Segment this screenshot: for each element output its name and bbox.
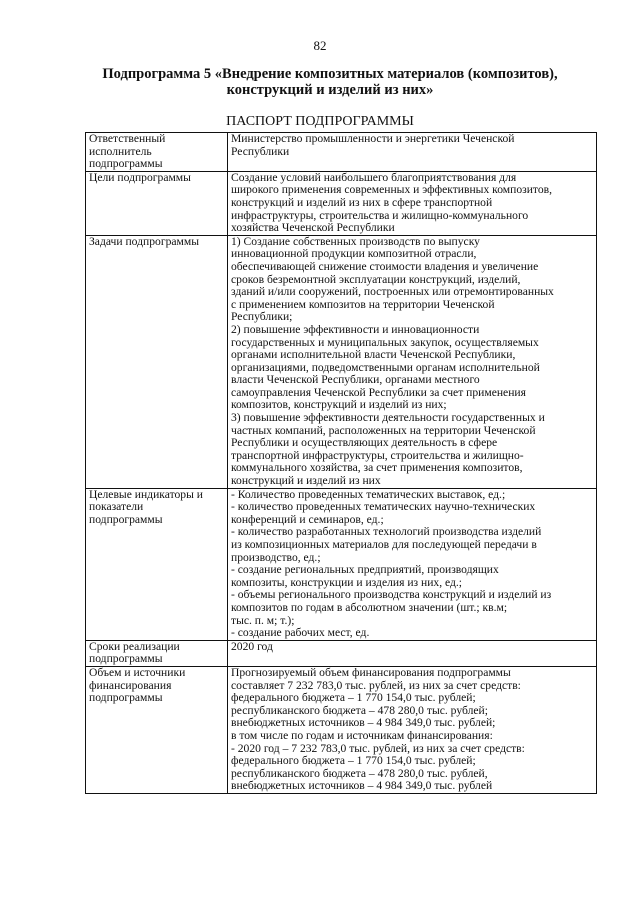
passport-table: [85, 132, 597, 794]
row-value-line: композитов по годам в абсолютном значении (шт.; кв.м;: [231, 600, 508, 614]
row-value-line: конференций и семинаров, ед.;: [231, 512, 384, 526]
row-value-cell: [228, 666, 597, 793]
row-value-line: производство, ед.;: [231, 550, 321, 564]
row-value-line: республиканского бюджета – 478 280,0 тыс. рублей;: [231, 703, 488, 717]
row-value-line: инновационной продукции композитной отрасли,: [231, 247, 477, 261]
row-label-line: исполнитель: [89, 144, 152, 158]
row-label-line: Целевые индикаторы и: [89, 487, 203, 501]
row-value-line: 2020 год: [231, 639, 273, 653]
passport-row-goals: [86, 171, 597, 235]
row-label-cell: [86, 640, 228, 666]
row-value-cell: [228, 235, 597, 488]
row-value-line: 2) повышение эффективности и инновационности: [231, 322, 480, 336]
row-value-line: - количество разработанных технологий производства изделий: [231, 525, 542, 539]
row-value-line: - объемы регионального производства конструкций и изделий из: [231, 588, 552, 602]
row-label-cell: [86, 488, 228, 640]
passport-row-target-indicators: [86, 488, 597, 640]
row-value-line: внебюджетных источников – 4 984 349,0 тыс. рублей: [231, 779, 493, 793]
row-value-line: конструкций и изделий из них: [231, 474, 381, 488]
row-value-line: самоуправления Чеченской Республики за счет применения: [231, 385, 526, 399]
row-value-line: Создание условий наибольшего благоприятствования для: [231, 170, 517, 184]
row-label-cell: [86, 133, 228, 172]
row-value-cell: [228, 171, 597, 235]
row-value-line: хозяйства Чеченской Республики: [231, 221, 395, 235]
row-value-line: конструкций и изделий из них в сфере транспортной: [231, 195, 493, 209]
row-value-line: в том числе по годам и источникам финансирования:: [231, 728, 493, 742]
row-label-cell: [86, 666, 228, 793]
row-value-line: композиты, конструкции и изделия из них, ед.;: [231, 575, 463, 589]
row-value-line: - количество проведенных тематических научно-технических: [231, 500, 536, 514]
row-label-line: Сроки реализации: [89, 639, 180, 653]
row-value-line: Республики: [231, 144, 290, 158]
row-value-line: с применением композитов на территории Чеченской: [231, 297, 495, 311]
subprogram-title-line: конструкций и изделий из них»: [226, 82, 434, 98]
row-value-cell: [228, 133, 597, 172]
row-value-line: тыс. п. м; т.);: [231, 613, 295, 627]
passport-table-body: [86, 133, 597, 794]
row-label-line: подпрограммы: [89, 157, 163, 171]
row-value-line: власти Чеченской Республики, органами местного: [231, 373, 480, 387]
passport-heading: ПАСПОРТ ПОДПРОГРАММЫ: [226, 114, 414, 129]
row-value-line: Министерство промышленности и энергетики Чеченской: [231, 132, 515, 145]
row-value-line: 3) повышение эффективности деятельности государственных и: [231, 411, 545, 425]
row-label-line: финансирования: [89, 678, 172, 692]
row-value-line: зданий и/или сооружений, построенных или отремонтированных: [231, 285, 554, 299]
page-number: 82: [313, 38, 327, 53]
row-label-line: подпрограммы: [89, 512, 163, 526]
row-label-line: Ответственный: [89, 132, 166, 145]
subprogram-title-line: Подпрограмма 5 «Внедрение композитных материалов (композитов),: [102, 66, 558, 82]
passport-row-financing: [86, 666, 597, 793]
passport-row-responsible-executor: [86, 133, 597, 172]
row-value-line: республиканского бюджета – 478 280,0 тыс. рублей,: [231, 766, 488, 780]
row-value-line: федерального бюджета – 1 770 154,0 тыс. рублей;: [231, 691, 476, 705]
row-label-line: Задачи подпрограммы: [89, 234, 199, 248]
row-value-line: - создание региональных предприятий, производящих: [231, 563, 499, 577]
row-value-line: Прогнозируемый объем финансирования подпрограммы: [231, 665, 511, 679]
row-value-line: - 2020 год – 7 232 783,0 тыс. рублей, из них за счет средств:: [231, 741, 525, 755]
row-value-line: сроков безремонтной эксплуатации конструкций, изделий,: [231, 272, 521, 286]
row-label-line: показатели: [89, 500, 144, 514]
row-value-line: Республики и осуществляющих деятельность в сфере: [231, 436, 498, 450]
row-value-line: композитов, конструкций и изделий из них;: [231, 398, 447, 412]
row-label-cell: [86, 171, 228, 235]
row-value-line: широкого применения современных и эффективных композитов,: [231, 183, 552, 197]
row-label-cell: [86, 235, 228, 488]
row-value-line: 1) Создание собственных производств по выпуску: [231, 234, 480, 248]
row-value-line: коммунального хозяйства, за счет применения композитов,: [231, 461, 523, 475]
row-value-line: транспортной инфраструктуры, строительства и жилищно-: [231, 448, 524, 462]
subprogram-title: [60, 66, 600, 98]
row-value-cell: [228, 640, 597, 666]
row-value-line: частных компаний, расположенных на территории Чеченской: [231, 423, 536, 437]
row-value-line: составляет 7 232 783,0 тыс. рублей, из них за счет средств:: [231, 678, 521, 692]
passport-row-tasks: [86, 235, 597, 488]
row-value-line: Республики;: [231, 310, 293, 324]
row-value-line: инфраструктуры, строительства и жилищно-коммунального: [231, 208, 529, 222]
row-label-line: Цели подпрограммы: [89, 170, 191, 184]
row-label-line: Объем и источники: [89, 665, 186, 679]
row-value-line: внебюджетных источников – 4 984 349,0 тыс. рублей;: [231, 716, 496, 730]
row-value-line: государственных и муниципальных закупок, осуществляемых: [231, 335, 539, 349]
row-label-line: подпрограммы: [89, 691, 163, 705]
row-value-line: - создание рабочих мест, ед.: [231, 626, 370, 640]
row-value-cell: [228, 488, 597, 640]
row-label-line: подпрограммы: [89, 652, 163, 666]
row-value-line: обеспечивающей снижение стоимости владения и увеличение: [231, 259, 539, 273]
row-value-line: органами исполнительной власти Чеченской Республики,: [231, 348, 516, 362]
row-value-line: из композиционных материалов для последующей передачи в: [231, 538, 537, 551]
row-value-line: - Количество проведенных тематических выставок, ед.;: [231, 487, 506, 501]
row-value-line: федерального бюджета – 1 770 154,0 тыс. рублей;: [231, 754, 476, 768]
row-value-line: организациями, подведомственными органам исполнительной: [231, 360, 540, 374]
passport-row-implementation-period: [86, 640, 597, 666]
